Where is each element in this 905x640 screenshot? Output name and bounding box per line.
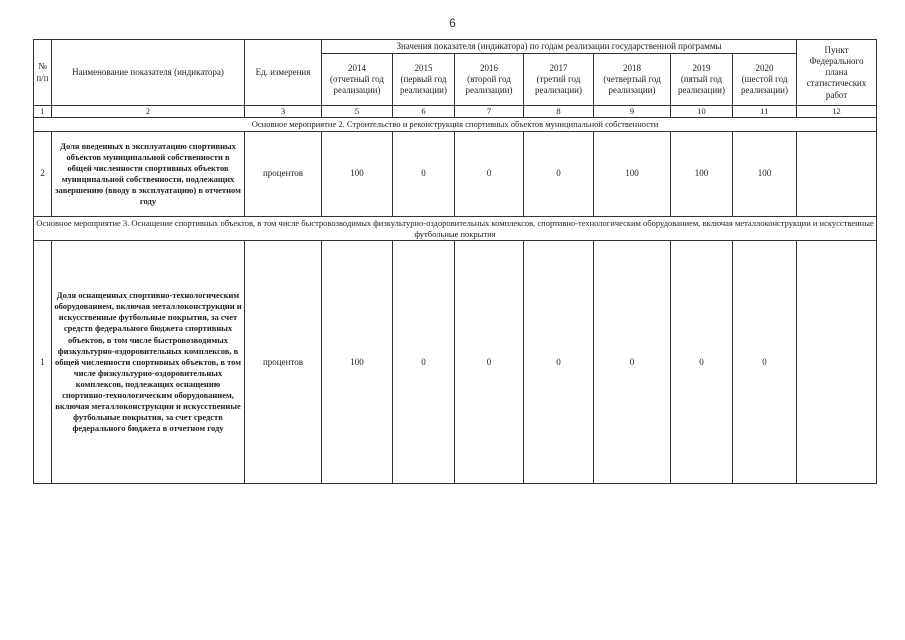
year-note: (четвертый год реализации) — [603, 74, 661, 96]
plan-cell — [797, 131, 877, 216]
column-number: 12 — [797, 106, 877, 118]
column-number: 10 — [671, 106, 733, 118]
section-title-row — [34, 118, 877, 132]
value-cell: 0 — [393, 241, 455, 484]
year-note: (первый год реализации) — [400, 74, 447, 96]
column-number: 5 — [322, 106, 393, 118]
header-year-cell — [524, 54, 594, 106]
header-group-title: Значения показателя (индикатора) по годам реализации государственной программы — [322, 40, 797, 54]
row-number: 1 — [34, 241, 52, 484]
header-unit: Ед. измерения — [245, 40, 322, 106]
year: 2014 — [348, 62, 366, 73]
header-plan: Пункт Федерального плана статистических работ — [797, 40, 877, 106]
header-year-cell — [393, 54, 455, 106]
value-cell: 100 — [733, 131, 797, 216]
column-number: 7 — [455, 106, 524, 118]
column-number: 1 — [34, 106, 52, 118]
header-num: № п/п — [34, 40, 52, 106]
year-note: (шестой год реализации) — [741, 74, 788, 96]
column-numbers-row — [34, 106, 877, 118]
value-cell: 0 — [594, 241, 671, 484]
value-cell: 100 — [322, 131, 393, 216]
value-cell: 100 — [671, 131, 733, 216]
value-cell: 0 — [455, 241, 524, 484]
year: 2017 — [549, 62, 568, 73]
value-cell: 0 — [671, 241, 733, 484]
row-number: 2 — [34, 131, 52, 216]
indicator-name: Доля введенных в эксплуатацию спортивных объектов муниципальной собственности в общей численности спортивных объектов муниципальной собственности, подлежащих завершению (вводу в эксплуатацию) в отчетном году — [52, 131, 245, 216]
section-title: Основное мероприятие 3. Оснащение спортивных объектов, в том числе быстровозводимых физкультурно-оздоровительных комплексов, спортивно-технологическим оборудованием, включая металлоконструкции и искусственные футбольные покрытия — [34, 216, 877, 240]
header-year-cell — [671, 54, 733, 106]
header-year-cell — [594, 54, 671, 106]
table-row — [34, 131, 877, 216]
year: 2016 — [480, 62, 498, 73]
year: 2018 — [623, 62, 641, 73]
section-title-row — [34, 216, 877, 240]
section-title: Основное мероприятие 2. Строительство и реконструкция спортивных объектов муниципальной собственности — [34, 118, 877, 132]
header-year-cell — [733, 54, 797, 106]
value-cell: 0 — [733, 241, 797, 484]
value-cell: 0 — [524, 241, 594, 484]
year: 2015 — [414, 62, 433, 73]
column-number: 11 — [733, 106, 797, 118]
header-row-top — [34, 40, 877, 54]
value-cell: 0 — [524, 131, 594, 216]
year: 2019 — [692, 62, 711, 73]
page-number: 6 — [449, 16, 456, 30]
value-cell: 100 — [594, 131, 671, 216]
header-year-cell — [455, 54, 524, 106]
value-cell: 0 — [455, 131, 524, 216]
column-number: 3 — [245, 106, 322, 118]
header-year-cell — [322, 54, 393, 106]
value-cell: 100 — [322, 241, 393, 484]
column-number: 9 — [594, 106, 671, 118]
plan-cell — [797, 241, 877, 484]
column-number: 2 — [52, 106, 245, 118]
indicators-table — [33, 39, 877, 484]
year-note: (второй год реализации) — [465, 74, 513, 96]
value-cell: 0 — [393, 131, 455, 216]
year-note: (третий год реализации) — [535, 74, 582, 96]
header-name: Наименование показателя (индикатора) — [52, 40, 245, 106]
column-number: 8 — [524, 106, 594, 118]
column-number: 6 — [393, 106, 455, 118]
year-note: (пятый год реализации) — [678, 74, 725, 96]
year: 2020 — [755, 62, 774, 73]
indicator-unit: процентов — [245, 241, 322, 484]
year-note: (отчетный год реализации) — [330, 74, 384, 96]
table-row — [34, 241, 877, 484]
indicator-name: Доля оснащенных спортивно-технологическим оборудованием, включая металлоконструкции и искусственные футбольные покрытия, за счет средств федерального бюджета спортивных объектов, в том числе быстровозводимых физкультурно-оздоровительных комплексов, в общей численности спортивных объектов, в том числе физкультурно-оздоровительных комплексов, подлежащих оснащению спортивно-технологическим оборудованием, включая металлоконструкции и искусственные футбольные покрытия, за счет средств федерального бюджета в отчетном году — [52, 241, 245, 484]
indicator-unit: процентов — [245, 131, 322, 216]
